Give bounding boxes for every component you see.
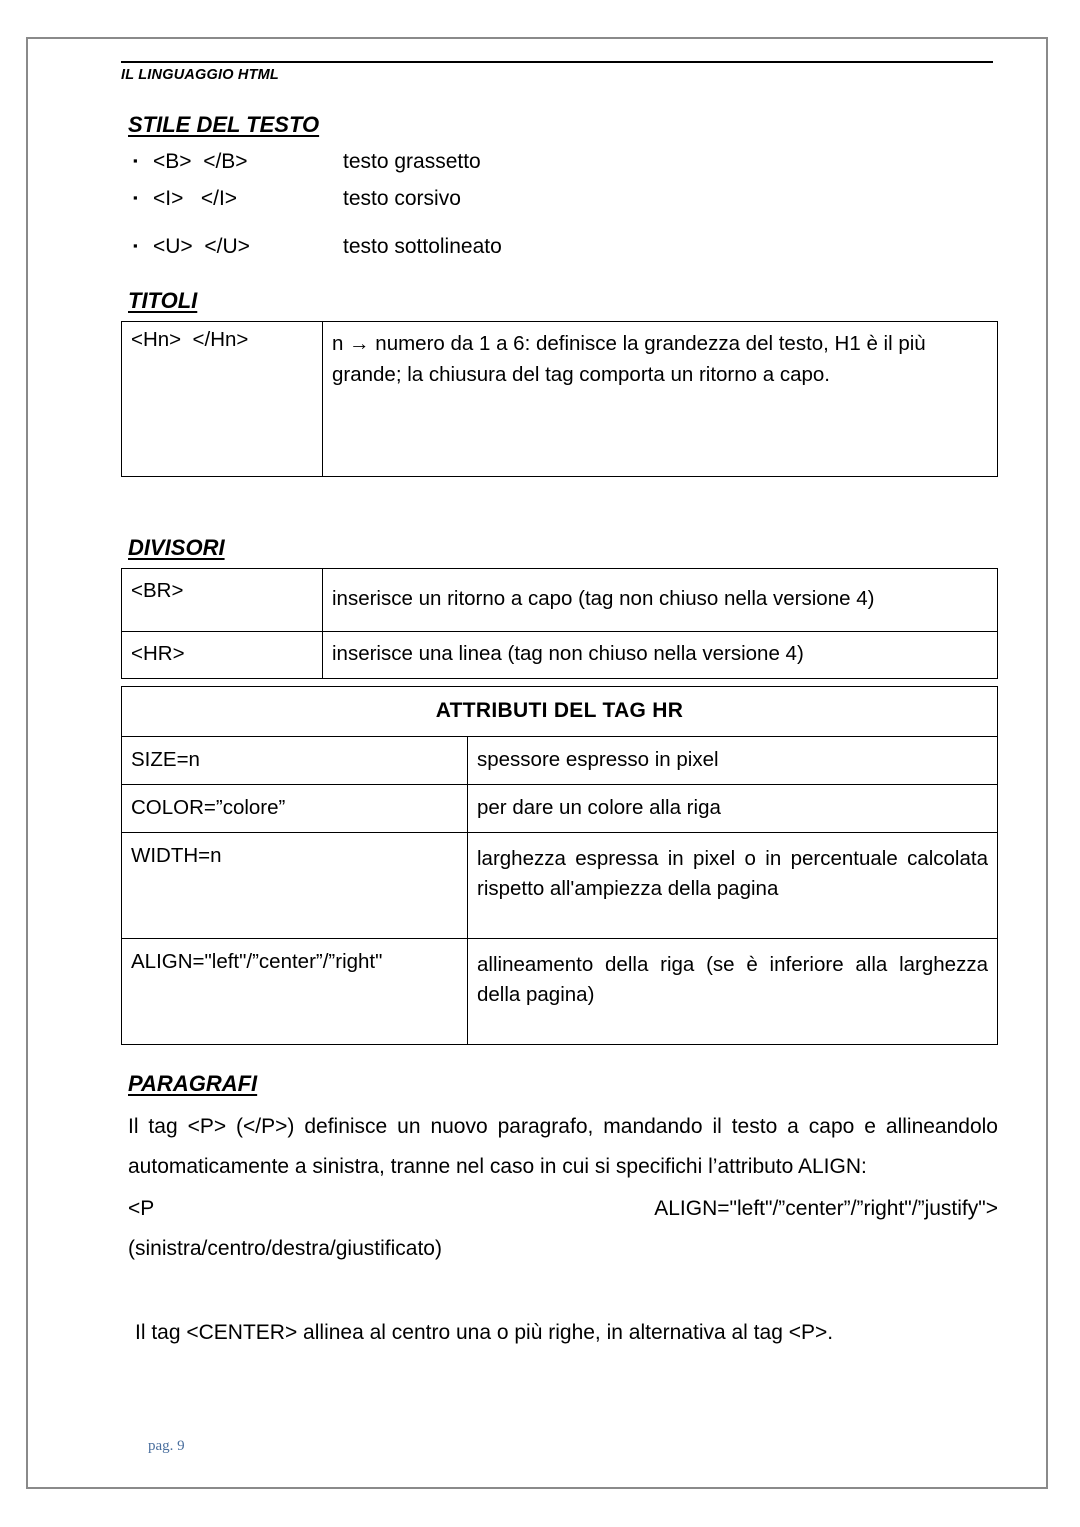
- table-row: [122, 569, 998, 632]
- titoli-table: [121, 321, 998, 477]
- list-item-tag: <B> </B>: [153, 150, 248, 173]
- paragrafi-intro-text: Il tag <P> (</P>) definisce un nuovo paragrafo, mandando il testo a capo e allineandolo automaticamente a sinistra, tranne nel caso in cui si specifichi l’attributo ALIGN:: [128, 1115, 998, 1178]
- page-content: [121, 61, 998, 1353]
- running-header: [121, 61, 993, 84]
- table-row: [122, 737, 998, 785]
- attribute-name-cell: SIZE=n: [122, 737, 468, 785]
- list-item: [133, 229, 998, 266]
- paragrafi-syntax-line: [128, 1189, 998, 1229]
- syntax-open-tag: <P: [128, 1197, 155, 1220]
- attributi-hr-title: ATTRIBUTI DEL TAG HR: [122, 687, 998, 737]
- section-heading-divisori: DIVISORI: [128, 535, 225, 560]
- titoli-description-cell: n → numero da 1 a 6: definisce la grandezza del testo, H1 è il più grande; la chiusura del tag comporta un ritorno a capo.: [323, 322, 998, 477]
- attribute-meaning-cell: larghezza espressa in pixel o in percentuale calcolata rispetto all'ampiezza della pagina: [468, 833, 998, 939]
- attribute-name-cell: WIDTH=n: [122, 833, 468, 939]
- list-item-tag: <I> </I>: [153, 187, 238, 210]
- divisori-tag-cell: <BR>: [122, 569, 323, 632]
- section-heading-titoli: TITOLI: [128, 288, 198, 313]
- attribute-meaning-cell: spessore espresso in pixel: [468, 737, 998, 785]
- list-item: [133, 144, 998, 181]
- table-row: [122, 939, 998, 1045]
- table-row: [122, 833, 998, 939]
- table-row: [122, 632, 998, 679]
- page-number-footer: pag. 9: [148, 1438, 185, 1454]
- table-row: [122, 785, 998, 833]
- section-stile: [121, 112, 998, 138]
- section-heading-stile: STILE DEL TESTO: [128, 112, 320, 137]
- attribute-meaning-cell: allineamento della riga (se è inferiore alla larghezza della pagina): [468, 939, 998, 1045]
- list-item-description: testo corsivo: [343, 187, 461, 210]
- section-titoli: [121, 288, 998, 314]
- divisori-table: [121, 568, 998, 679]
- section-paragrafi: [121, 1071, 998, 1097]
- square-bullet-icon: ▪: [133, 190, 138, 205]
- syntax-align-attribute: ALIGN="left"/”center”/”right"/”justify">: [654, 1197, 998, 1220]
- document-page: [26, 37, 1048, 1489]
- square-bullet-icon: ▪: [133, 153, 138, 168]
- table-row: [122, 322, 998, 477]
- list-item-tag: <U> </U>: [153, 235, 250, 258]
- paragrafi-syntax-translation: (sinistra/centro/destra/giustificato): [128, 1237, 442, 1260]
- paragrafi-center-note: Il tag <CENTER> allinea al centro una o più righe, in alternativa al tag <P>.: [135, 1321, 834, 1344]
- list-item-description: testo sottolineato: [343, 235, 502, 258]
- list-item: [133, 181, 998, 218]
- divisori-tag-cell: <HR>: [122, 632, 323, 679]
- section-heading-paragrafi: PARAGRAFI: [128, 1071, 258, 1096]
- attribute-name-cell: COLOR=”colore”: [122, 785, 468, 833]
- list-item-description: testo grassetto: [343, 150, 481, 173]
- attributi-hr-table: [121, 686, 998, 1045]
- running-header-text: IL LINGUAGGIO HTML: [121, 67, 279, 83]
- stile-bullet-list: [133, 144, 998, 266]
- divisori-description-cell: inserisce una linea (tag non chiuso nella versione 4): [323, 632, 998, 679]
- section-divisori: [121, 535, 998, 561]
- attribute-name-cell: ALIGN="left"/”center”/”right": [122, 939, 468, 1045]
- table-header-row: [122, 687, 998, 737]
- titoli-tag-cell: <Hn> </Hn>: [122, 322, 323, 477]
- square-bullet-icon: ▪: [133, 238, 138, 253]
- attribute-meaning-cell: per dare un colore alla riga: [468, 785, 998, 833]
- divisori-description-cell: inserisce un ritorno a capo (tag non chiuso nella versione 4): [323, 569, 998, 632]
